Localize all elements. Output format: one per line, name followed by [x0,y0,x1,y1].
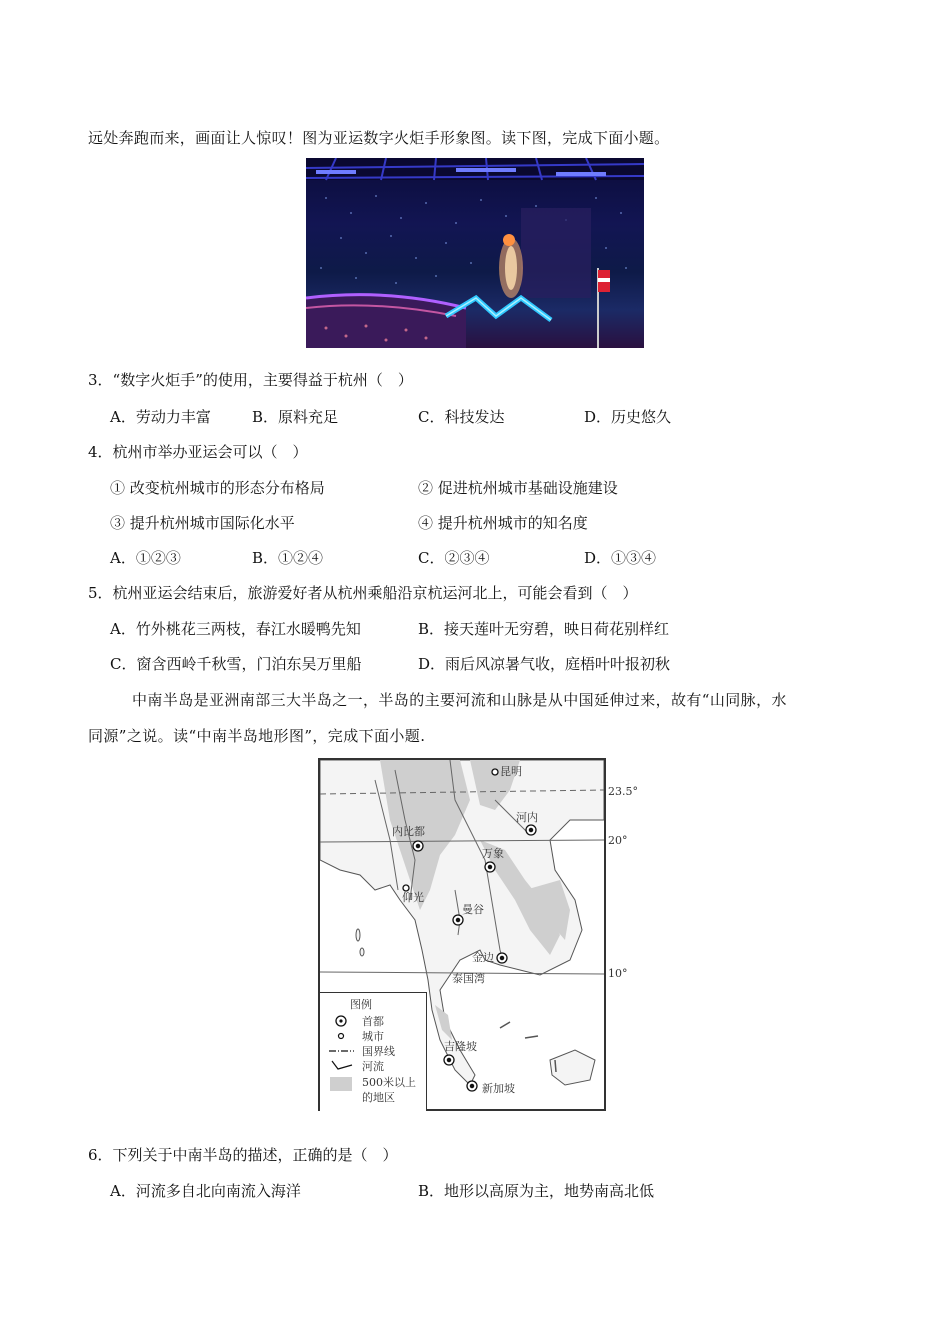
label-yangon: 仰光 [402,891,424,904]
question-6-stem: 6．下列关于中南半岛的描述，正确的是（ ） [88,1146,398,1164]
question-5-stem: 5．杭州亚运会结束后，旅游爱好者从杭州乘船沿京杭运河北上，可能会看到（ ） [88,584,638,602]
label-hanoi: 河内 [516,811,538,824]
passage-line-1: 中南半岛是亚洲南部三大半岛之一，半岛的主要河流和山脉是从中国延伸过来，故有“山同脉，水 [132,691,787,709]
label-phnom-penh: 金边 [472,951,494,964]
q6-option-b: B．地形以高原为主，地势南高北低 [418,1182,655,1200]
label-kunming: 昆明 [500,765,522,778]
q4-option-a: A．①②③ [110,549,181,567]
map-legend [320,992,427,1111]
q3-option-d: D．历史悠久 [584,408,672,426]
legend-highland-2: 的地区 [362,1091,395,1104]
label-bangkok: 曼谷 [462,903,484,916]
legend-capital: 首都 [362,1015,384,1028]
latitude-20: 20° [608,834,628,847]
label-gulf-of-thailand: 泰国湾 [452,972,485,985]
question-3-stem: 3．“数字火炬手”的使用，主要得益于杭州（ ） [88,371,413,389]
legend-highland: 500米以上 [362,1076,416,1089]
q5-option-d: D．雨后风凉暑气收，庭梧叶叶报初秋 [418,655,671,673]
intro-text: 远处奔跑而来，画面让人惊叹！图为亚运数字火炬手形象图。读下图，完成下面小题。 [88,129,670,147]
q3-option-b: B．原料充足 [252,408,339,426]
label-vientiane: 万象 [482,847,504,860]
latitude-10: 10° [608,967,628,980]
q5-option-b: B．接天莲叶无穷碧，映日荷花别样红 [418,620,670,638]
latitude-23-5: 23.5° [608,785,638,798]
passage-line-2: 同源”之说。读“中南半岛地形图”，完成下面小题. [88,727,426,745]
legend-river: 河流 [362,1060,384,1073]
q4-item-1: ① 改变杭州城市的形态分布格局 [110,479,325,497]
q4-item-2: ② 促进杭州城市基础设施建设 [418,479,618,497]
indochina-terrain-map [318,758,638,1111]
digital-torchbearer-photo [306,158,644,348]
legend-title: 图例 [350,998,372,1011]
label-singapore: 新加坡 [482,1082,515,1095]
q5-option-c: C．窗含西岭千秋雪，门泊东吴万里船 [110,655,362,673]
legend-symbols [326,1013,356,1123]
q3-option-a: A．劳动力丰富 [110,408,211,426]
q4-option-d: D．①③④ [584,549,657,567]
q4-item-4: ④ 提升杭州城市的知名度 [418,514,588,532]
q4-item-3: ③ 提升杭州城市国际化水平 [110,514,295,532]
label-naypyidaw: 内比都 [392,825,425,838]
legend-city: 城市 [362,1030,384,1043]
q4-option-c: C．②③④ [418,549,490,567]
q3-option-c: C．科技发达 [418,408,505,426]
legend-border: 国界线 [362,1045,395,1058]
question-4-stem: 4．杭州市举办亚运会可以（ ） [88,443,308,461]
q5-option-a: A．竹外桃花三两枝，春江水暖鸭先知 [110,620,361,638]
q6-option-a: A．河流多自北向南流入海洋 [110,1182,301,1200]
label-kuala-lumpur: 吉隆坡 [444,1040,477,1053]
q4-option-b: B．①②④ [252,549,324,567]
